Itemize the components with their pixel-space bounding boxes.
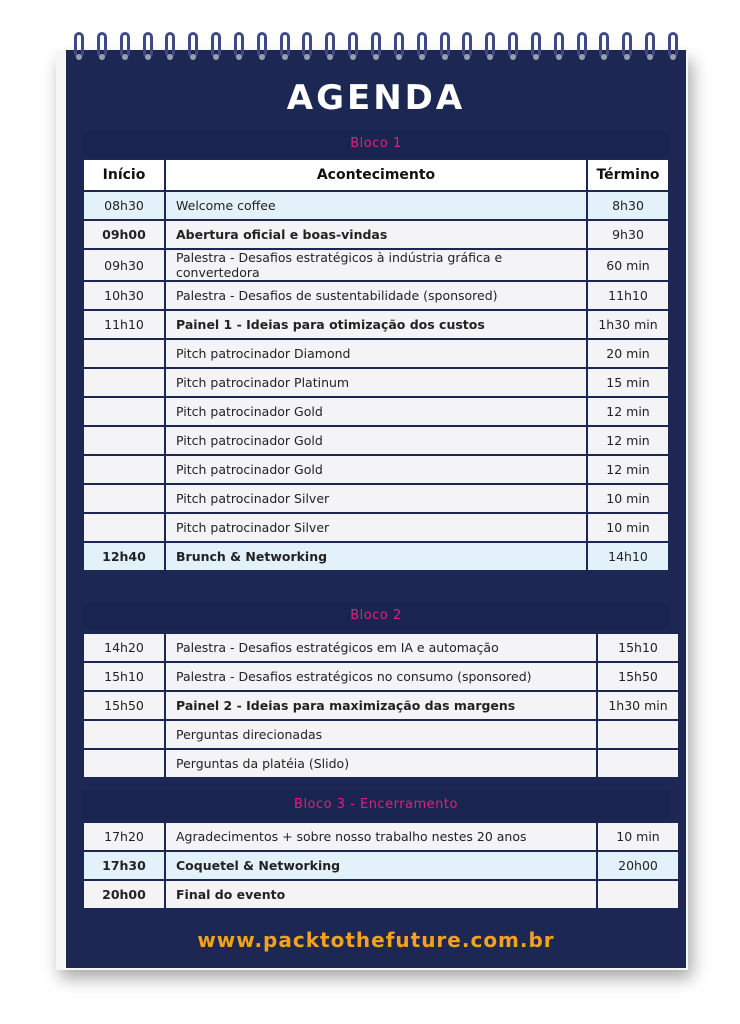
row-start: 10h30: [83, 281, 165, 310]
row-end: 14h10: [587, 542, 669, 571]
table-row: [83, 484, 669, 513]
row-end: 12 min: [587, 397, 669, 426]
row-event: Palestra - Desafios estratégicos à indústria gráfica e convertedora: [165, 249, 587, 281]
table-row: [83, 822, 679, 851]
row-start: 17h30: [83, 851, 165, 880]
block-2-bar: Bloco 2: [82, 602, 670, 630]
row-start: [83, 368, 165, 397]
row-event: Pitch patrocinador Silver: [165, 513, 587, 542]
spiral-ring: [529, 28, 543, 64]
row-end: [597, 749, 679, 778]
header-end: Término: [587, 159, 669, 191]
row-end: 1h30 min: [587, 310, 669, 339]
table-row: [83, 339, 669, 368]
table-row: [83, 542, 669, 571]
row-event: Pitch patrocinador Gold: [165, 426, 587, 455]
row-start: 09h00: [83, 220, 165, 249]
row-end: 10 min: [597, 822, 679, 851]
row-end: [597, 720, 679, 749]
spiral-binding: [72, 28, 680, 68]
table-row: [83, 455, 669, 484]
spiral-ring: [575, 28, 589, 64]
spiral-ring: [643, 28, 657, 64]
spiral-ring: [72, 28, 86, 64]
row-start: [83, 426, 165, 455]
row-start: [83, 397, 165, 426]
table-row: [83, 691, 679, 720]
table-row: [83, 633, 679, 662]
row-end: 20h00: [597, 851, 679, 880]
row-end: 12 min: [587, 455, 669, 484]
row-end: 1h30 min: [597, 691, 679, 720]
row-start: 15h50: [83, 691, 165, 720]
row-event: Coquetel & Networking: [165, 851, 597, 880]
table-row: [83, 191, 669, 220]
row-end: 11h10: [587, 281, 669, 310]
row-end: [597, 880, 679, 909]
spiral-ring: [232, 28, 246, 64]
block-3-bar: Bloco 3 - Encerramento: [82, 791, 670, 819]
row-start: [83, 339, 165, 368]
block-2-table: [82, 632, 680, 779]
row-end: 9h30: [587, 220, 669, 249]
row-end: 15h10: [597, 633, 679, 662]
header-start: Início: [83, 159, 165, 191]
row-start: 15h10: [83, 662, 165, 691]
row-start: [83, 455, 165, 484]
row-event: Palestra - Desafios estratégicos em IA e automação: [165, 633, 597, 662]
spiral-ring: [460, 28, 474, 64]
row-event: Brunch & Networking: [165, 542, 587, 571]
row-event: Welcome coffee: [165, 191, 587, 220]
row-start: 12h40: [83, 542, 165, 571]
table-row: [83, 513, 669, 542]
agenda-title: AGENDA: [286, 78, 466, 118]
table-row: [83, 281, 669, 310]
row-end: 15h50: [597, 662, 679, 691]
spiral-ring: [163, 28, 177, 64]
spiral-ring: [369, 28, 383, 64]
row-event: Pitch patrocinador Silver: [165, 484, 587, 513]
spiral-ring: [95, 28, 109, 64]
row-start: [83, 749, 165, 778]
table-row: [83, 749, 679, 778]
row-start: [83, 484, 165, 513]
table-row: [83, 880, 679, 909]
row-event: Pitch patrocinador Platinum: [165, 368, 587, 397]
spiral-ring: [438, 28, 452, 64]
row-start: 11h10: [83, 310, 165, 339]
row-event: Abertura oficial e boas-vindas: [165, 220, 587, 249]
spiral-ring: [346, 28, 360, 64]
spiral-ring: [506, 28, 520, 64]
table-row: [83, 851, 679, 880]
spiral-ring: [323, 28, 337, 64]
website-link[interactable]: www.packtothefuture.com.br: [197, 928, 555, 952]
row-event: Painel 1 - Ideias para otimização dos custos: [165, 310, 587, 339]
row-event: Palestra - Desafios de sustentabilidade (sponsored): [165, 281, 587, 310]
table-row: [83, 720, 679, 749]
row-end: 10 min: [587, 484, 669, 513]
table-row: [83, 397, 669, 426]
table-row: [83, 249, 669, 281]
spiral-ring: [620, 28, 634, 64]
row-start: 14h20: [83, 633, 165, 662]
block-1-bar: Bloco 1: [82, 130, 670, 158]
spiral-ring: [300, 28, 314, 64]
table-row: [83, 310, 669, 339]
spiral-ring: [552, 28, 566, 64]
row-end: 15 min: [587, 368, 669, 397]
row-start: 08h30: [83, 191, 165, 220]
table-row: [83, 220, 669, 249]
row-end: 60 min: [587, 249, 669, 281]
block-1-table: [82, 158, 670, 572]
spiral-ring: [255, 28, 269, 64]
spiral-ring: [415, 28, 429, 64]
spiral-ring: [392, 28, 406, 64]
spiral-ring: [278, 28, 292, 64]
row-event: Pitch patrocinador Diamond: [165, 339, 587, 368]
table-row: [83, 662, 679, 691]
row-event: Agradecimentos + sobre nosso trabalho nestes 20 anos: [165, 822, 597, 851]
row-event: Pitch patrocinador Gold: [165, 397, 587, 426]
spiral-ring: [597, 28, 611, 64]
row-event: Painel 2 - Ideias para maximização das margens: [165, 691, 597, 720]
row-event: Perguntas da platéia (Slido): [165, 749, 597, 778]
row-event: Pitch patrocinador Gold: [165, 455, 587, 484]
spiral-ring: [666, 28, 680, 64]
row-event: Final do evento: [165, 880, 597, 909]
table-row: [83, 368, 669, 397]
block-3-table: [82, 821, 680, 910]
row-start: 17h20: [83, 822, 165, 851]
row-end: 12 min: [587, 426, 669, 455]
row-start: 09h30: [83, 249, 165, 281]
row-event: Perguntas direcionadas: [165, 720, 597, 749]
header-event: Acontecimento: [165, 159, 587, 191]
spiral-ring: [141, 28, 155, 64]
spiral-ring: [483, 28, 497, 64]
row-end: 8h30: [587, 191, 669, 220]
spiral-ring: [209, 28, 223, 64]
row-end: 20 min: [587, 339, 669, 368]
row-end: 10 min: [587, 513, 669, 542]
spiral-ring: [186, 28, 200, 64]
row-start: 20h00: [83, 880, 165, 909]
table-row: [83, 426, 669, 455]
spiral-ring: [118, 28, 132, 64]
row-event: Palestra - Desafios estratégicos no consumo (sponsored): [165, 662, 597, 691]
table-header: [83, 159, 669, 191]
row-start: [83, 513, 165, 542]
row-start: [83, 720, 165, 749]
